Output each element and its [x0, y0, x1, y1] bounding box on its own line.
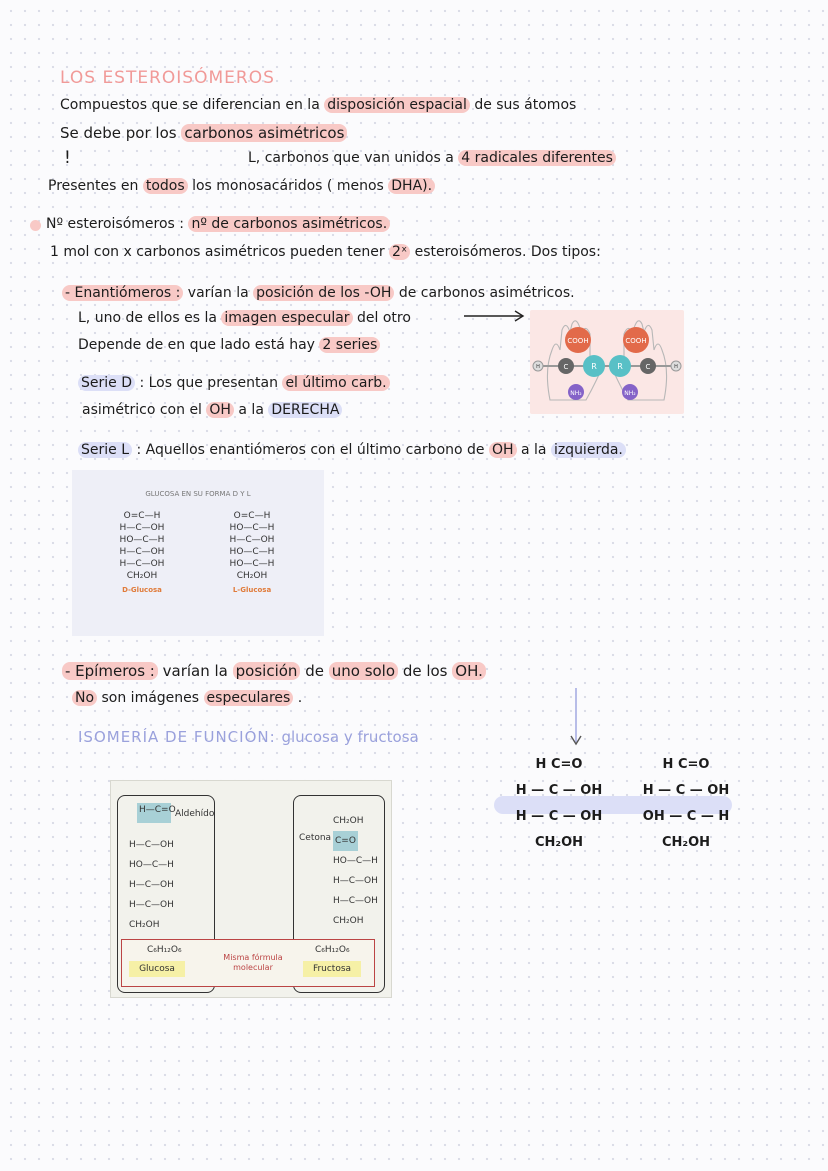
isomeria-funcion-heading [78, 728, 419, 746]
text: varían la [187, 285, 249, 301]
chirality-hands-image [530, 310, 684, 414]
highlight: nº de carbonos asimétricos. [188, 216, 390, 232]
d-glucosa-structure [102, 510, 182, 596]
cetona-label: Cetona [299, 833, 332, 843]
text: Se debe por los [60, 124, 177, 142]
fructosa-row: H—C—OH [333, 876, 378, 886]
d-glucosa-label: D-Glucosa [122, 586, 162, 594]
glucosa-chain [129, 835, 174, 935]
epimer-right-bottom: CH₂OH [661, 835, 711, 850]
line-n-esteroisomeros [46, 216, 390, 232]
l-glucosa-structure [212, 510, 292, 596]
highlight: izquierda. [551, 442, 626, 458]
d-row: H—C—OH [119, 559, 165, 569]
glucosa-image-title: GLUCOSA EN SU FORMA D Y L [145, 490, 251, 498]
epimer-structure-left [504, 752, 614, 856]
l-row: HO—C—H [229, 523, 275, 533]
epimer-left-bottom: CH₂OH [534, 835, 584, 850]
highlight: uno solo [329, 662, 398, 680]
l-row: HO—C—H [229, 559, 275, 569]
d-row: H—C—OH [119, 547, 165, 557]
fructosa-row: H—C—OH [333, 896, 378, 906]
cooh-label-left: COOH [567, 337, 589, 345]
text: son imágenes [101, 690, 200, 706]
epimer-right-row: OH — C — H [642, 809, 730, 824]
nh2-label-left: NH₂ [570, 390, 582, 397]
line-mol [50, 244, 601, 260]
text: varían la [162, 662, 228, 680]
text: L, carbonos que van unidos a [248, 150, 454, 166]
heading-subtext: glucosa y fructosa [281, 728, 419, 746]
line-carbonos [60, 124, 347, 142]
line-serie-d [78, 375, 390, 391]
d-top: O=C—H [123, 511, 161, 521]
highlight: OH [489, 442, 517, 458]
text: esteroisómeros. [414, 244, 527, 260]
highlight: todos [143, 178, 188, 194]
arrow-down-icon [568, 686, 584, 748]
epimer-right-row: H — C — OH [642, 783, 730, 798]
highlight: OH [206, 402, 234, 418]
cooh-label-right: COOH [625, 337, 647, 345]
line-radicales [248, 150, 616, 166]
chirality-hands-drawing [530, 310, 684, 414]
highlight: el último carb. [282, 375, 389, 391]
h-label-left: H [536, 364, 540, 370]
arrow-right-icon [462, 308, 528, 324]
h-label-right: H [674, 364, 678, 370]
text: L, uno de ellos es la [78, 310, 217, 326]
c-label-right: C [645, 363, 651, 371]
text: del otro [357, 310, 411, 326]
line-enantiomeros [62, 285, 575, 301]
glucosa-row: H—C—OH [129, 840, 174, 850]
epimer-left-top: H C=O [535, 757, 583, 772]
r-label-left: R [591, 362, 597, 371]
page-title: LOS ESTEROISÓMEROS [60, 68, 275, 88]
text: Compuestos que se diferencian en la [60, 97, 320, 113]
text: Nº esteroisómeros : [46, 216, 185, 232]
l-top: O=C—H [233, 511, 271, 521]
epimer-left-row: H — C — OH [515, 783, 603, 798]
text: de sus átomos [474, 97, 577, 113]
epimer-structure-right [630, 752, 742, 856]
highlight: Serie L [78, 442, 132, 458]
line-serie-d-cont [82, 402, 342, 418]
fructosa-row: CH₂OH [333, 816, 364, 826]
c-label-left: C [563, 363, 569, 371]
highlight: posición [233, 662, 301, 680]
fructosa-row: C=O [333, 831, 358, 851]
text: de [305, 662, 324, 680]
glucosa-tag: Glucosa [129, 961, 185, 977]
text: : Los que presentan [139, 375, 278, 391]
text: de los [402, 662, 448, 680]
aldehido-label: Aldehído [175, 809, 215, 819]
epimer-left-row: H — C — OH [515, 809, 603, 824]
fructosa-row: CH₂OH [333, 916, 364, 926]
l-bottom: CH₂OH [236, 571, 268, 581]
glucosa-formula: C₆H₁₂O₆ [147, 945, 182, 955]
glucosa-row: H—C—OH [129, 880, 174, 890]
line-no-especulares [72, 690, 302, 706]
fructosa-chain [333, 811, 378, 931]
highlight: imagen especular [221, 310, 352, 326]
text: Dos tipos: [530, 244, 601, 260]
text: Depende de en que lado está hay [78, 337, 315, 353]
line-compuestos [60, 97, 576, 113]
text: a la [238, 402, 264, 418]
glucosa-row: CH₂OH [129, 920, 160, 930]
highlight: 2ˣ [389, 244, 410, 260]
l-glucosa-label: L-Glucosa [232, 586, 272, 594]
highlight: 4 radicales diferentes [458, 150, 616, 166]
line-presentes [48, 178, 435, 194]
text: los monosacáridos ( menos [192, 178, 384, 194]
text: a la [520, 442, 547, 458]
glucosa-row: HO—C—H [129, 860, 174, 870]
glucosa-fructosa-image [110, 780, 392, 998]
highlight: disposición espacial [324, 97, 470, 113]
nh2-label-right: NH₂ [624, 390, 636, 397]
line-epimeros [62, 662, 486, 680]
heading-text: ISOMERÍA DE FUNCIÓN: [78, 728, 276, 746]
highlight: DERECHA [268, 402, 342, 418]
misma-formula-label: Misma fórmula molecular [223, 953, 283, 972]
text: Presentes en [48, 178, 139, 194]
bullet-dot [30, 220, 41, 231]
fructosa-row: HO—C—H [333, 856, 378, 866]
highlight: OH. [452, 662, 486, 680]
l-row: HO—C—H [229, 547, 275, 557]
line-serie-l [78, 442, 626, 458]
fructosa-formula: C₆H₁₂O₆ [315, 945, 350, 955]
exclamation-mark: ! [64, 148, 71, 168]
highlight: - Epímeros : [62, 662, 158, 680]
text: de carbonos asimétricos. [398, 285, 575, 301]
text: : Aquellos enantiómeros con el último carbono de [136, 442, 485, 458]
d-row: HO—C—H [119, 535, 165, 545]
highlight: 2 series [319, 337, 380, 353]
highlight: especulares [204, 690, 294, 706]
line-depende [78, 337, 380, 353]
highlight: No [72, 690, 97, 706]
epimer-right-top: H C=O [662, 757, 710, 772]
text: asimétrico con el [82, 402, 202, 418]
text: . [297, 690, 303, 706]
highlight: - Enantiómeros : [62, 285, 183, 301]
fructosa-tag: Fructosa [303, 961, 361, 977]
d-bottom: CH₂OH [126, 571, 158, 581]
r-label-right: R [617, 362, 623, 371]
highlight: carbonos asimétricos [181, 124, 347, 142]
glucosa-d-l-image [72, 470, 324, 636]
highlight: Serie D [78, 375, 135, 391]
line-imagen-especular [78, 310, 411, 326]
highlight: DHA). [388, 178, 435, 194]
glucosa-row: H—C—OH [129, 900, 174, 910]
aldehyde-group: H—C=O [139, 805, 176, 815]
d-row: H—C—OH [119, 523, 165, 533]
text: 1 mol con x carbonos asimétricos pueden tener [50, 244, 385, 260]
l-row: H—C—OH [229, 535, 275, 545]
highlight: posición de los -OH [253, 285, 394, 301]
